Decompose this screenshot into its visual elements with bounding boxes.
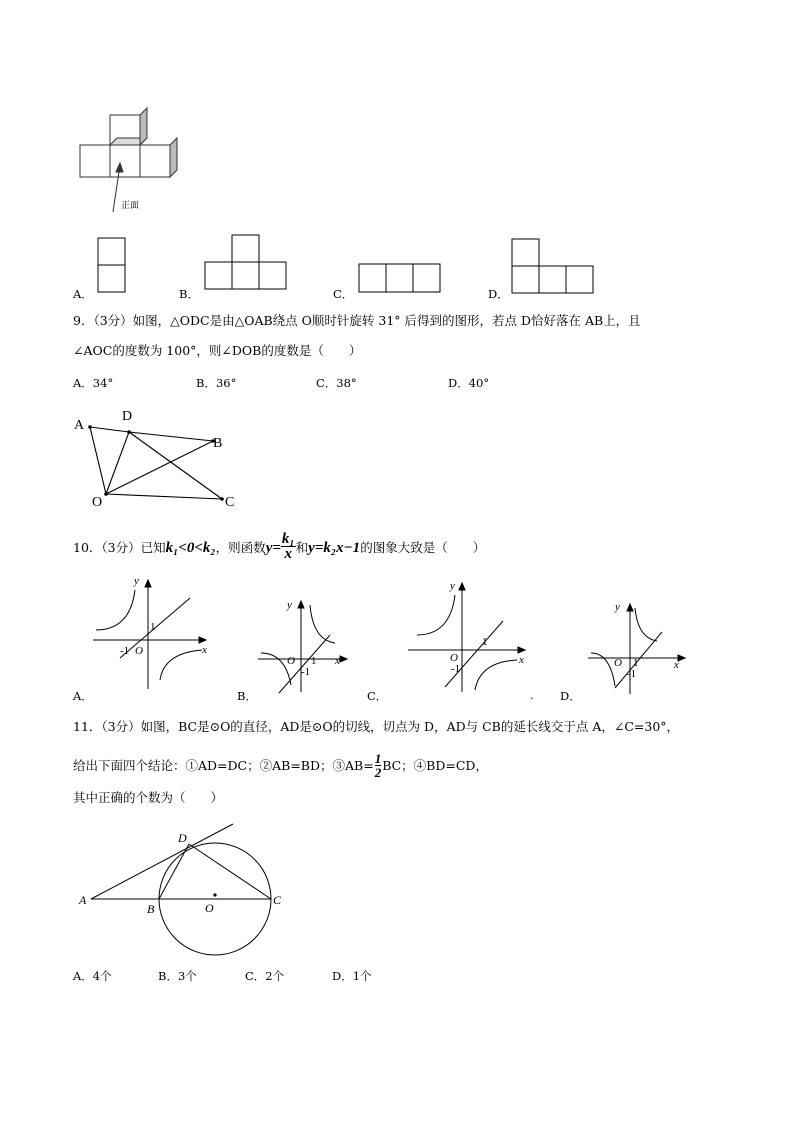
q8-option-b-figure — [204, 234, 290, 292]
q11-option-b: B．3个 — [158, 969, 197, 983]
q10-and: 和 — [295, 540, 309, 555]
q10-func2: y=k₂x−1 — [308, 540, 361, 556]
q11-option-d: D．1个 — [332, 969, 372, 983]
q9-stem-line1: 9．（3分）如图，△ODC是由△OAB绕点 O顺时针旋转 31° 后得到的图形，若点 D恰好落在 AB上，且 — [73, 313, 641, 328]
q10-condition: k₁<0<k₂ — [165, 540, 216, 556]
q10-d-o: O — [614, 657, 622, 669]
q11-label-b: B — [147, 902, 155, 916]
q10-c-y: y — [450, 580, 455, 592]
q8-option-a-figure — [97, 237, 127, 295]
q10-b-x: x — [335, 655, 340, 667]
q10-func1-lhs: y= — [265, 540, 281, 556]
q9-label-d: D — [122, 409, 133, 424]
q11-label-o: O — [205, 901, 214, 915]
q11-line2-pre: 给出下面四个结论：①AD=DC；②AB=BD；③AB= — [73, 758, 374, 773]
q10-graph-a — [90, 570, 215, 692]
q9-label-a: A — [74, 418, 85, 433]
q10-graph-c — [405, 575, 535, 695]
q11-circle-figure — [75, 818, 295, 953]
q10-graph-d — [585, 598, 695, 698]
q10-func1-den: x — [284, 546, 293, 562]
q10-a-x: x — [202, 644, 207, 656]
q9-option-b: B．36° — [196, 376, 237, 390]
q10-func1-fraction — [281, 532, 296, 561]
q11-label-c: C — [273, 893, 282, 907]
q8-cube-figure — [75, 105, 195, 220]
q10-b-1: 1 — [311, 655, 317, 667]
q11-label-a: A — [79, 893, 87, 907]
q10-prefix: 10．（3分）已知 — [73, 540, 166, 555]
q9-label-c: C — [225, 495, 235, 510]
q10-d-neg1: -1 — [627, 668, 637, 680]
q9-option-d: D．40° — [448, 376, 490, 390]
q8-option-a: A． — [73, 287, 93, 301]
q11-option-a: A．4个 — [73, 969, 112, 983]
q10-a-y: y — [134, 575, 139, 587]
q9-triangle-figure — [70, 405, 250, 515]
q10-b-neg1: -1 — [301, 666, 311, 678]
q10-d-1: 1 — [633, 657, 639, 669]
q11-stem-line3: 其中正确的个数为（ ） — [73, 790, 224, 805]
q11-frac-den: 2 — [374, 765, 382, 780]
q11-stem-line1: 11．（3分）如图，BC是⊙O的直径，AD是⊙O的切线，切点为 D，AD与 CB的延长线交于点 A，∠C=30°， — [73, 719, 680, 734]
q11-frac-num: 1 — [374, 751, 382, 766]
q10-b-y: y — [287, 599, 292, 611]
q10-a-o: O — [135, 645, 143, 657]
q8-front-label: 正面 — [121, 200, 140, 210]
q10-option-b: B． — [237, 689, 257, 703]
q10-d-y: y — [615, 601, 620, 613]
q9-option-a: A．34° — [73, 376, 114, 390]
q10-d-x: x — [674, 659, 679, 671]
q10-c-neg1: -1 — [451, 663, 461, 675]
q9-option-c: C．38° — [316, 376, 357, 390]
q8-option-c-figure — [358, 263, 444, 295]
q11-label-d: D — [178, 831, 187, 845]
q9-stem-line2: ∠AOC的度数为 100°，则∠DOB的度数是（ ） — [73, 343, 362, 358]
q10-stem — [73, 531, 486, 563]
q11-option-c: C．2个 — [245, 969, 285, 983]
q8-option-c: C． — [333, 287, 354, 301]
q10-option-a: A． — [73, 689, 93, 703]
q8-option-b: B． — [179, 287, 199, 301]
q10-option-c: C． — [367, 689, 388, 703]
q11-stem-line2 — [73, 753, 488, 780]
q8-option-d: D． — [488, 287, 509, 301]
q10-func1-num: k₁ — [281, 531, 295, 547]
q10-middle: ，则函数 — [215, 540, 266, 555]
q9-label-b: B — [213, 436, 223, 451]
q9-label-o: O — [92, 495, 103, 510]
q10-suffix: 的图象大致是（ ） — [360, 540, 486, 555]
q10-option-d: D． — [560, 689, 581, 703]
q11-line2-post: BC；④BD=CD， — [382, 758, 488, 773]
q10-graph-b — [255, 595, 355, 695]
q11-fraction — [375, 752, 382, 779]
q10-c-1: 1 — [482, 636, 488, 648]
q10-a-1: 1 — [150, 621, 156, 633]
q10-a-neg1: -1 — [120, 645, 130, 657]
q10-b-o: O — [287, 655, 295, 667]
q10-c-x: x — [519, 654, 524, 666]
q10-c-o: O — [450, 652, 458, 664]
q8-option-d-figure — [511, 238, 597, 296]
